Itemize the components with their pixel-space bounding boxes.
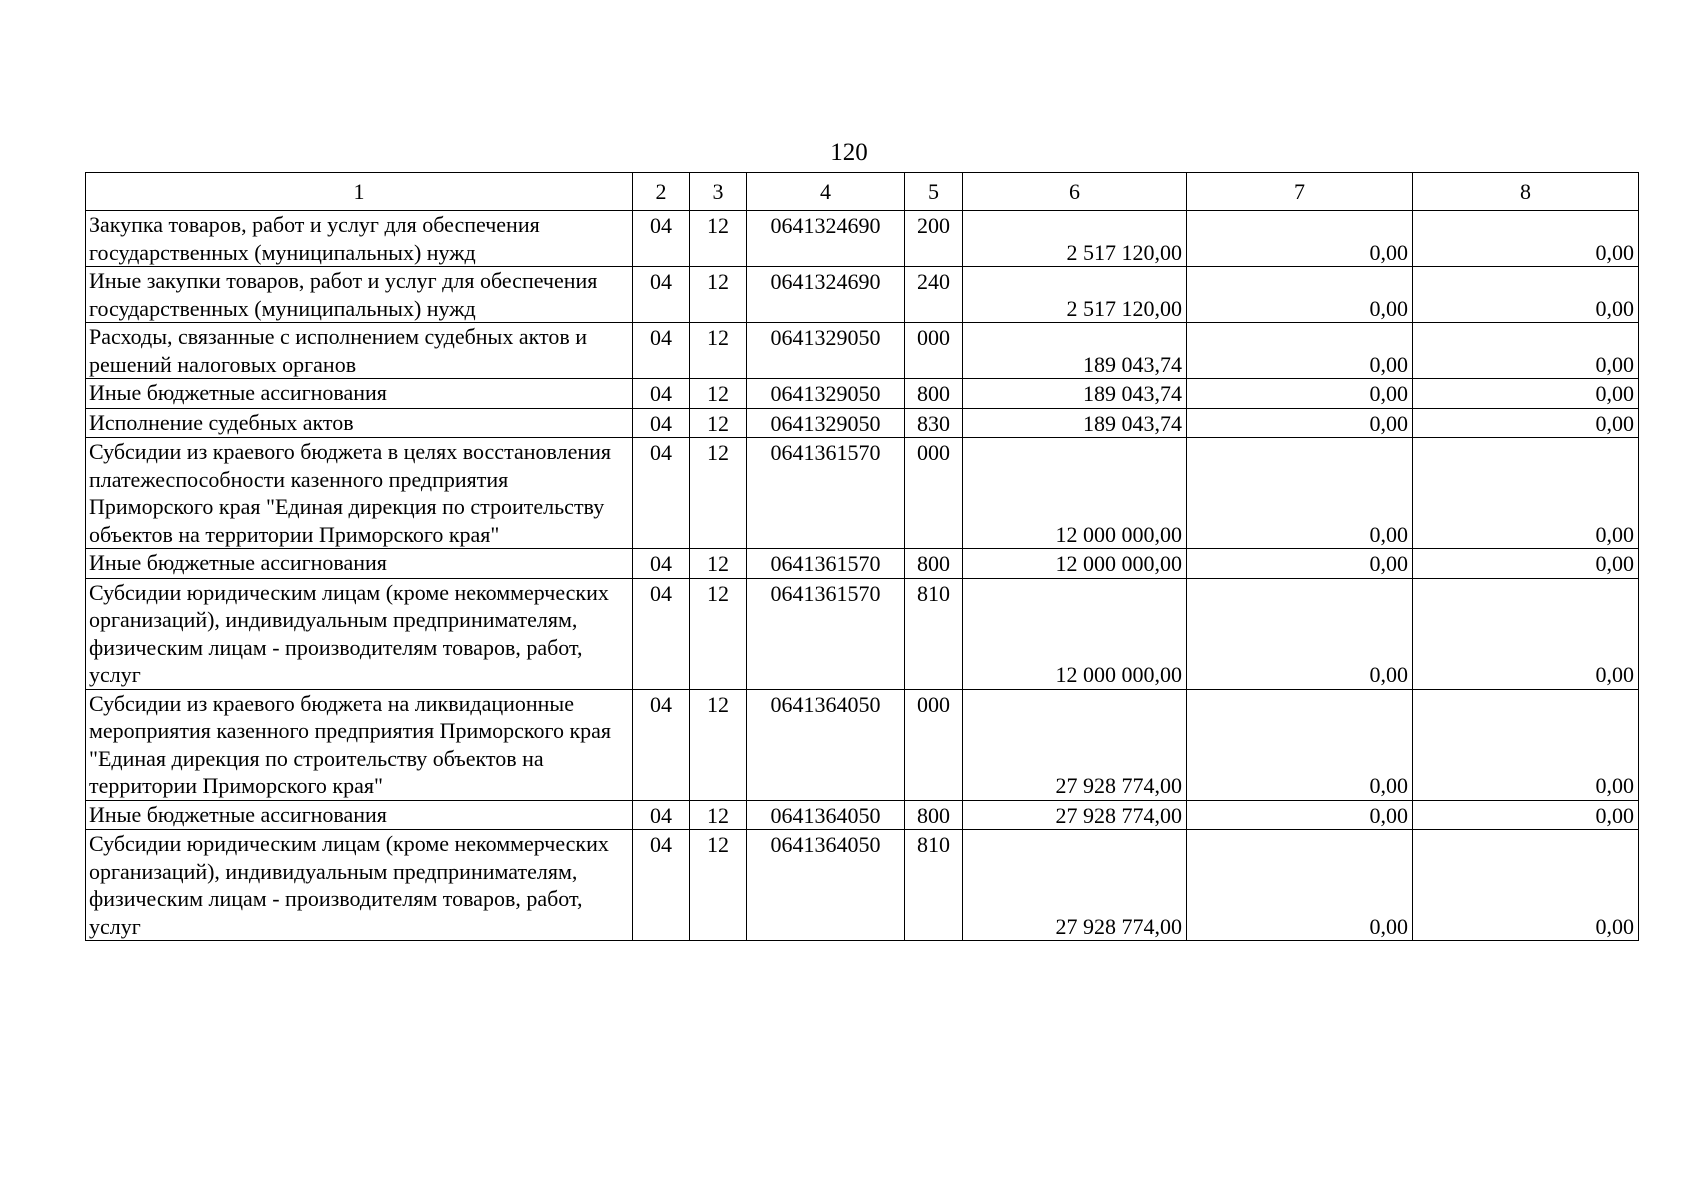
subsection-code-cell: 12 (690, 549, 747, 579)
target-article-cell: 0641364050 (747, 689, 905, 800)
amount-col-6-cell: 2 517 120,00 (963, 267, 1187, 323)
table-row (86, 830, 1639, 941)
table-body (86, 211, 1639, 941)
target-article-cell: 0641329050 (747, 379, 905, 409)
amount-col-7-cell: 0,00 (1187, 267, 1413, 323)
expense-type-cell: 240 (905, 267, 963, 323)
section-code-cell: 04 (633, 267, 690, 323)
table-row (86, 549, 1639, 579)
amount-col-8-cell: 0,00 (1413, 211, 1639, 267)
table-row (86, 800, 1639, 830)
section-code-cell: 04 (633, 379, 690, 409)
header-col-1: 1 (86, 173, 633, 211)
subsection-code-cell: 12 (690, 830, 747, 941)
amount-col-6-cell: 27 928 774,00 (963, 800, 1187, 830)
section-code-cell: 04 (633, 549, 690, 579)
table-row (86, 578, 1639, 689)
amount-col-7-cell: 0,00 (1187, 549, 1413, 579)
amount-col-7-cell: 0,00 (1187, 379, 1413, 409)
table-row (86, 689, 1639, 800)
target-article-cell: 0641361570 (747, 578, 905, 689)
header-col-6: 6 (963, 173, 1187, 211)
table-header-row (86, 173, 1639, 211)
expense-type-cell: 810 (905, 578, 963, 689)
table-row (86, 438, 1639, 549)
subsection-code-cell: 12 (690, 438, 747, 549)
target-article-cell: 0641361570 (747, 438, 905, 549)
target-article-cell: 0641364050 (747, 830, 905, 941)
table-row (86, 408, 1639, 438)
page-number: 120 (830, 139, 868, 166)
amount-col-7-cell: 0,00 (1187, 211, 1413, 267)
table-row (86, 211, 1639, 267)
amount-col-8-cell: 0,00 (1413, 323, 1639, 379)
expense-type-cell: 800 (905, 800, 963, 830)
amount-col-7-cell: 0,00 (1187, 800, 1413, 830)
amount-col-6-cell: 12 000 000,00 (963, 578, 1187, 689)
amount-col-7-cell: 0,00 (1187, 408, 1413, 438)
subsection-code-cell: 12 (690, 267, 747, 323)
header-col-5: 5 (905, 173, 963, 211)
amount-col-6-cell: 27 928 774,00 (963, 830, 1187, 941)
amount-col-6-cell: 189 043,74 (963, 323, 1187, 379)
section-code-cell: 04 (633, 800, 690, 830)
expense-type-cell: 000 (905, 438, 963, 549)
amount-col-7-cell: 0,00 (1187, 438, 1413, 549)
header-col-4: 4 (747, 173, 905, 211)
expense-type-cell: 200 (905, 211, 963, 267)
expense-name-cell: Закупка товаров, работ и услуг для обеспечения государственных (муниципальных) нужд (86, 211, 633, 267)
amount-col-8-cell: 0,00 (1413, 408, 1639, 438)
amount-col-8-cell: 0,00 (1413, 800, 1639, 830)
amount-col-6-cell: 27 928 774,00 (963, 689, 1187, 800)
amount-col-8-cell: 0,00 (1413, 438, 1639, 549)
amount-col-7-cell: 0,00 (1187, 830, 1413, 941)
subsection-code-cell: 12 (690, 211, 747, 267)
expense-name-cell: Иные бюджетные ассигнования (86, 800, 633, 830)
expense-type-cell: 000 (905, 323, 963, 379)
amount-col-6-cell: 2 517 120,00 (963, 211, 1187, 267)
section-code-cell: 04 (633, 438, 690, 549)
expense-name-cell: Субсидии юридическим лицам (кроме некоммерческих организаций), индивидуальным предпринимателям, физическим лицам - производителям товаров, работ, услуг (86, 830, 633, 941)
amount-col-6-cell: 12 000 000,00 (963, 549, 1187, 579)
header-col-3: 3 (690, 173, 747, 211)
target-article-cell: 0641329050 (747, 408, 905, 438)
expense-name-cell: Субсидии из краевого бюджета на ликвидационные мероприятия казенного предприятия Приморского края "Единая дирекция по строительству объектов на территории Приморского края" (86, 689, 633, 800)
amount-col-6-cell: 189 043,74 (963, 379, 1187, 409)
amount-col-8-cell: 0,00 (1413, 578, 1639, 689)
amount-col-6-cell: 189 043,74 (963, 408, 1187, 438)
expense-type-cell: 000 (905, 689, 963, 800)
expense-type-cell: 800 (905, 379, 963, 409)
target-article-cell: 0641364050 (747, 800, 905, 830)
subsection-code-cell: 12 (690, 408, 747, 438)
table-row (86, 323, 1639, 379)
amount-col-8-cell: 0,00 (1413, 379, 1639, 409)
target-article-cell: 0641361570 (747, 549, 905, 579)
amount-col-8-cell: 0,00 (1413, 549, 1639, 579)
expense-name-cell: Расходы, связанные с исполнением судебных актов и решений налоговых органов (86, 323, 633, 379)
expense-type-cell: 810 (905, 830, 963, 941)
amount-col-8-cell: 0,00 (1413, 689, 1639, 800)
expense-name-cell: Субсидии из краевого бюджета в целях восстановления платежеспособности казенного предприятия Приморского края "Единая дирекция по строительству объектов на территории Приморского края" (86, 438, 633, 549)
budget-table (85, 172, 1639, 941)
amount-col-8-cell: 0,00 (1413, 830, 1639, 941)
expense-name-cell: Исполнение судебных актов (86, 408, 633, 438)
header-col-7: 7 (1187, 173, 1413, 211)
amount-col-6-cell: 12 000 000,00 (963, 438, 1187, 549)
amount-col-7-cell: 0,00 (1187, 323, 1413, 379)
subsection-code-cell: 12 (690, 689, 747, 800)
target-article-cell: 0641324690 (747, 267, 905, 323)
subsection-code-cell: 12 (690, 578, 747, 689)
subsection-code-cell: 12 (690, 800, 747, 830)
section-code-cell: 04 (633, 211, 690, 267)
amount-col-7-cell: 0,00 (1187, 578, 1413, 689)
expense-type-cell: 830 (905, 408, 963, 438)
expense-type-cell: 800 (905, 549, 963, 579)
subsection-code-cell: 12 (690, 379, 747, 409)
expense-name-cell: Субсидии юридическим лицам (кроме некоммерческих организаций), индивидуальным предпринимателям, физическим лицам - производителям товаров, работ, услуг (86, 578, 633, 689)
section-code-cell: 04 (633, 408, 690, 438)
section-code-cell: 04 (633, 323, 690, 379)
header-col-8: 8 (1413, 173, 1639, 211)
expense-name-cell: Иные бюджетные ассигнования (86, 549, 633, 579)
amount-col-8-cell: 0,00 (1413, 267, 1639, 323)
subsection-code-cell: 12 (690, 323, 747, 379)
table-row (86, 267, 1639, 323)
section-code-cell: 04 (633, 830, 690, 941)
section-code-cell: 04 (633, 689, 690, 800)
table-row (86, 379, 1639, 409)
section-code-cell: 04 (633, 578, 690, 689)
header-col-2: 2 (633, 173, 690, 211)
expense-name-cell: Иные закупки товаров, работ и услуг для обеспечения государственных (муниципальных) нужд (86, 267, 633, 323)
target-article-cell: 0641329050 (747, 323, 905, 379)
expense-name-cell: Иные бюджетные ассигнования (86, 379, 633, 409)
amount-col-7-cell: 0,00 (1187, 689, 1413, 800)
target-article-cell: 0641324690 (747, 211, 905, 267)
